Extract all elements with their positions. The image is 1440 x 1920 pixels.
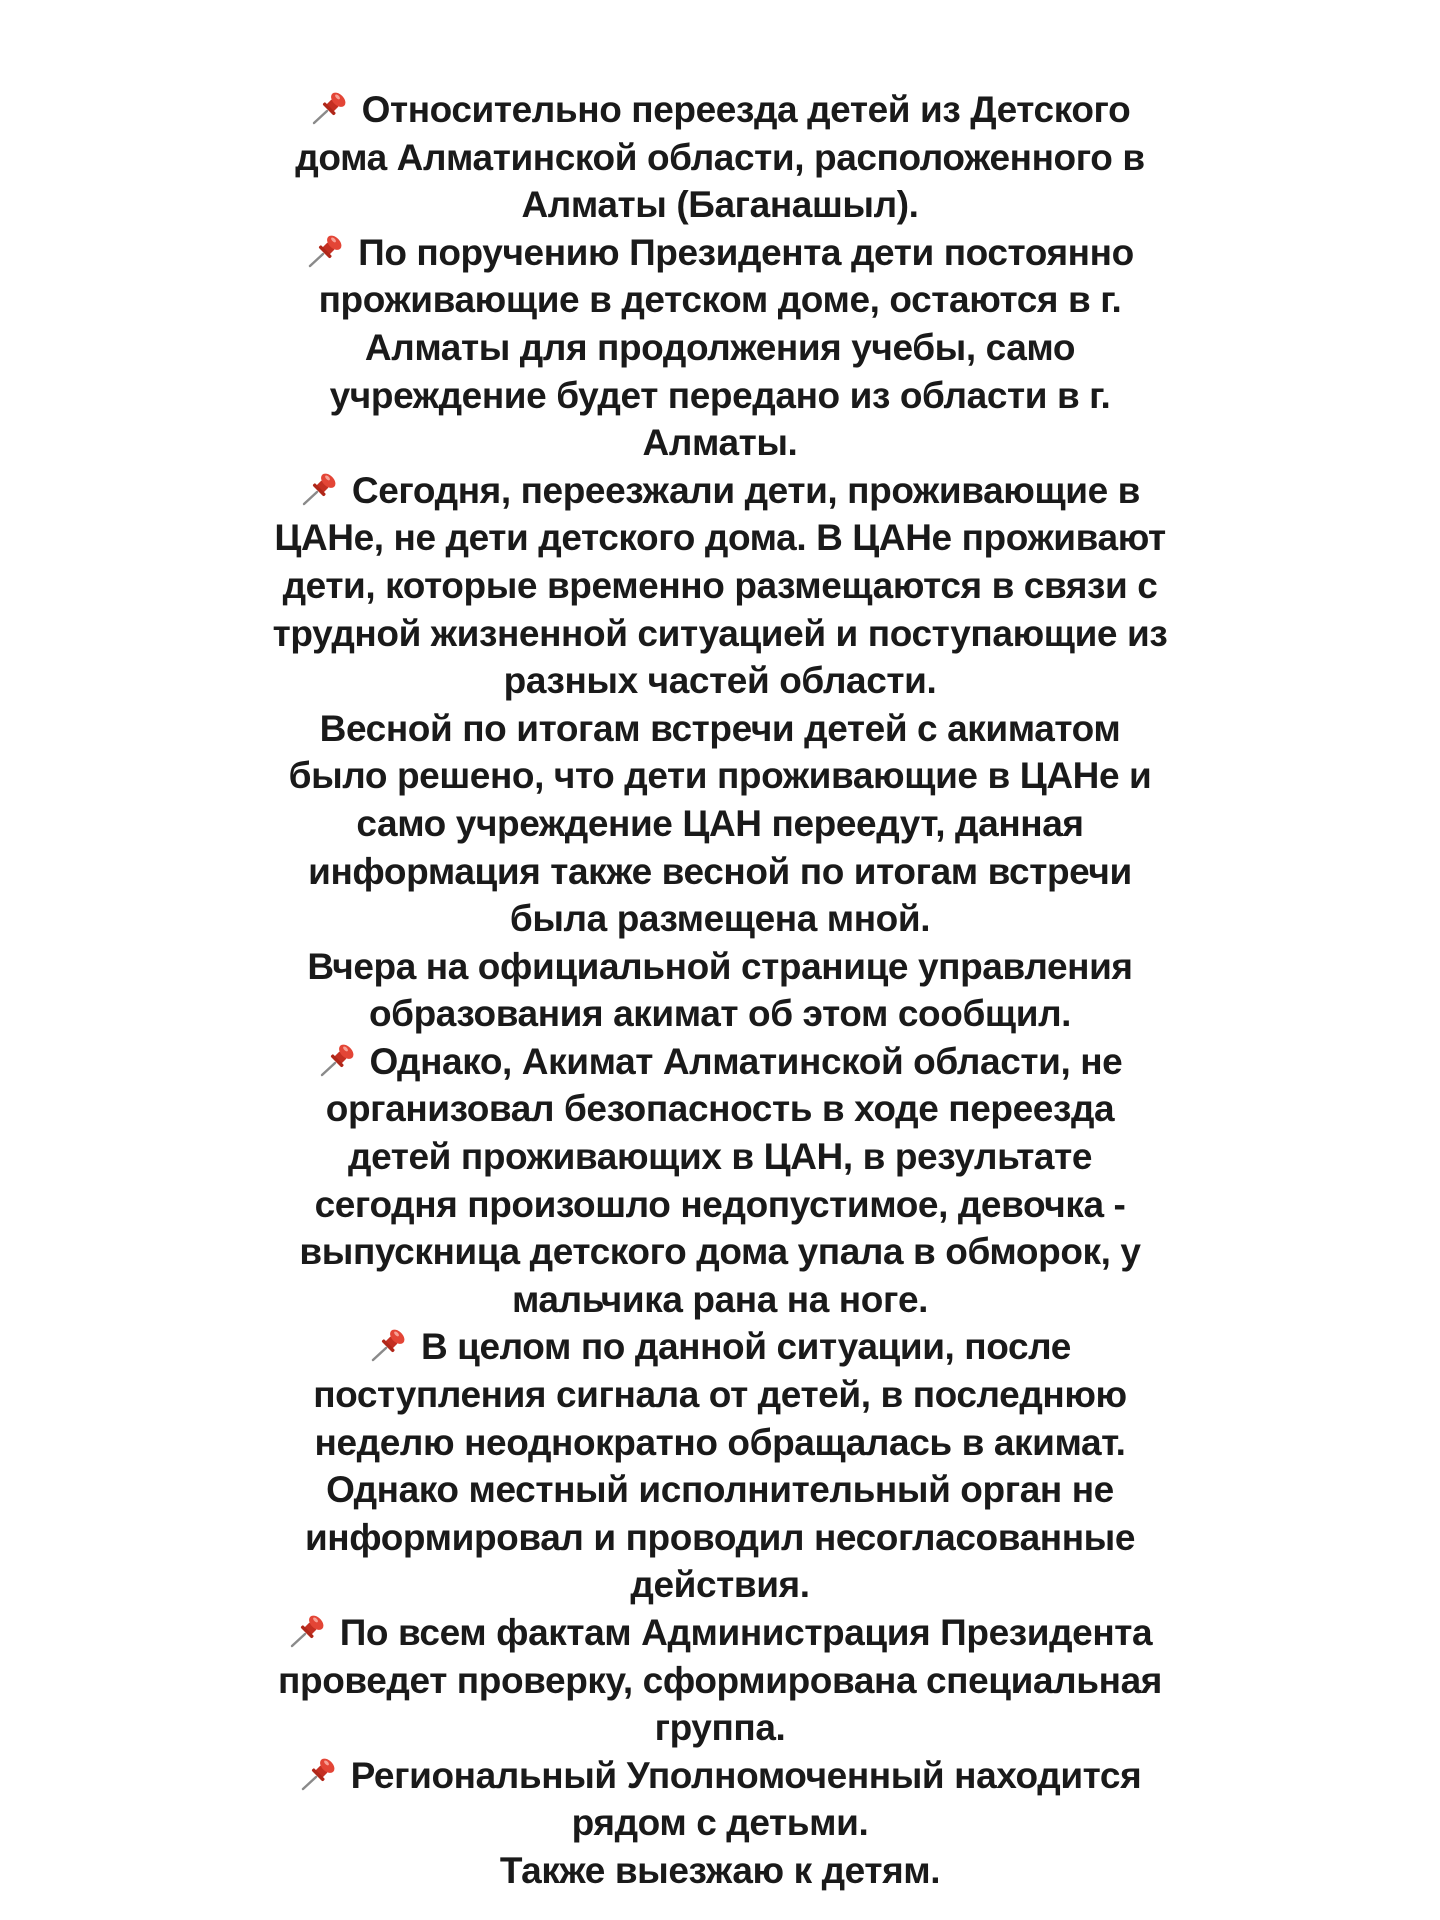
line-text: была размещена мной.	[509, 898, 931, 940]
line-text: проведет проверку, сформирована специальная	[278, 1659, 1162, 1701]
line-text: выпускница детского дома упала в обморок, у	[299, 1231, 1141, 1273]
text-line	[150, 848, 1290, 896]
line-text: рядом с детьми.	[571, 1802, 869, 1844]
line-text: Региональный Уполномоченный находится	[350, 1754, 1142, 1796]
line-text: Алматы.	[642, 422, 798, 464]
text-line	[150, 610, 1290, 658]
text-line	[150, 276, 1290, 324]
pushpin-icon	[369, 1327, 409, 1363]
line-text: Относительно переезда детей из Детского	[361, 89, 1131, 130]
line-text: само учреждение ЦАН переедут, данная	[356, 802, 1084, 844]
statement-text	[150, 86, 1290, 1895]
pushpin-icon	[306, 233, 346, 269]
line-text: По всем фактам Администрация Президента	[339, 1612, 1153, 1653]
text-line	[150, 1276, 1290, 1324]
line-text: действия.	[630, 1564, 810, 1606]
text-line	[150, 181, 1290, 229]
text-line	[150, 134, 1290, 182]
line-text: группа.	[654, 1707, 786, 1749]
text-line	[150, 1514, 1290, 1562]
line-text: дома Алматинской области, расположенного в	[295, 136, 1145, 178]
text-line	[150, 1228, 1290, 1276]
line-text: Также выезжаю к детям.	[499, 1849, 941, 1891]
line-text: образования акимат об этом сообщил.	[368, 993, 1072, 1035]
text-line	[150, 752, 1290, 800]
text-line	[150, 1799, 1290, 1847]
pushpin-icon	[288, 1613, 328, 1649]
text-line	[150, 1085, 1290, 1133]
line-text: детей проживающих в ЦАН, в результате	[347, 1136, 1092, 1178]
line-text: Вчера на официальной странице управления	[307, 945, 1133, 987]
pushpin-icon	[299, 1756, 339, 1792]
line-text: В целом по данной ситуации, после	[420, 1326, 1071, 1368]
text-line	[150, 324, 1290, 372]
text-line	[150, 514, 1290, 562]
line-text: Однако местный исполнительный орган не	[326, 1469, 1114, 1511]
pushpin-icon	[310, 90, 350, 126]
text-line	[150, 1371, 1290, 1419]
line-text: разных частей области.	[503, 660, 937, 702]
line-text: сегодня произошло недопустимое, девочка -	[314, 1183, 1126, 1225]
line-text: Алматы для продолжения учебы, само	[364, 326, 1076, 368]
line-text: трудной жизненной ситуацией и поступающие из	[272, 612, 1168, 654]
text-line	[150, 1181, 1290, 1229]
line-text: было решено, что дети проживающие в ЦАНе и	[288, 755, 1152, 797]
text-line	[150, 86, 1290, 134]
text-line	[150, 229, 1290, 277]
text-line	[150, 372, 1290, 420]
text-line	[150, 1038, 1290, 1086]
text-line	[150, 467, 1290, 515]
text-line	[150, 943, 1290, 991]
text-line	[150, 1704, 1290, 1752]
text-line	[150, 1561, 1290, 1609]
line-text: организовал безопасность в ходе переезда	[325, 1088, 1115, 1130]
line-text: учреждение будет передано из области в г.	[329, 374, 1111, 416]
text-line	[150, 1657, 1290, 1705]
line-text: ЦАНе, не дети детского дома. В ЦАНе проживают	[274, 517, 1166, 559]
text-line	[150, 1609, 1290, 1657]
text-line	[150, 1323, 1290, 1371]
line-text: Весной по итогам встречи детей с акиматом	[319, 707, 1121, 749]
line-text: Сегодня, переезжали дети, проживающие в	[351, 469, 1141, 511]
text-line	[150, 657, 1290, 705]
text-line	[150, 1752, 1290, 1800]
text-line	[150, 1466, 1290, 1514]
line-text: Однако, Акимат Алматинской области, не	[369, 1040, 1123, 1082]
text-line	[150, 895, 1290, 943]
text-line	[150, 419, 1290, 467]
line-text: По поручению Президента дети постоянно	[358, 231, 1134, 273]
text-line	[150, 1133, 1290, 1181]
line-text: неделю неоднократно обращалась в акимат.	[314, 1421, 1126, 1463]
text-line	[150, 800, 1290, 848]
text-line	[150, 990, 1290, 1038]
line-text: информировал и проводил несогласованные	[304, 1516, 1136, 1558]
text-line	[150, 562, 1290, 610]
text-line	[150, 1847, 1290, 1895]
line-text: дети, которые временно размещаются в связи с	[282, 564, 1158, 606]
text-line	[150, 1419, 1290, 1467]
text-line	[150, 705, 1290, 753]
line-text: Алматы (Баганашыл).	[521, 184, 919, 226]
pushpin-icon	[318, 1042, 358, 1078]
line-text: проживающие в детском доме, остаются в г.	[318, 279, 1122, 321]
line-text: информация также весной по итогам встречи	[308, 850, 1132, 892]
line-text: мальчика рана на ноге.	[511, 1278, 929, 1320]
pushpin-icon	[300, 471, 340, 507]
line-text: поступления сигнала от детей, в последнюю	[313, 1374, 1127, 1416]
